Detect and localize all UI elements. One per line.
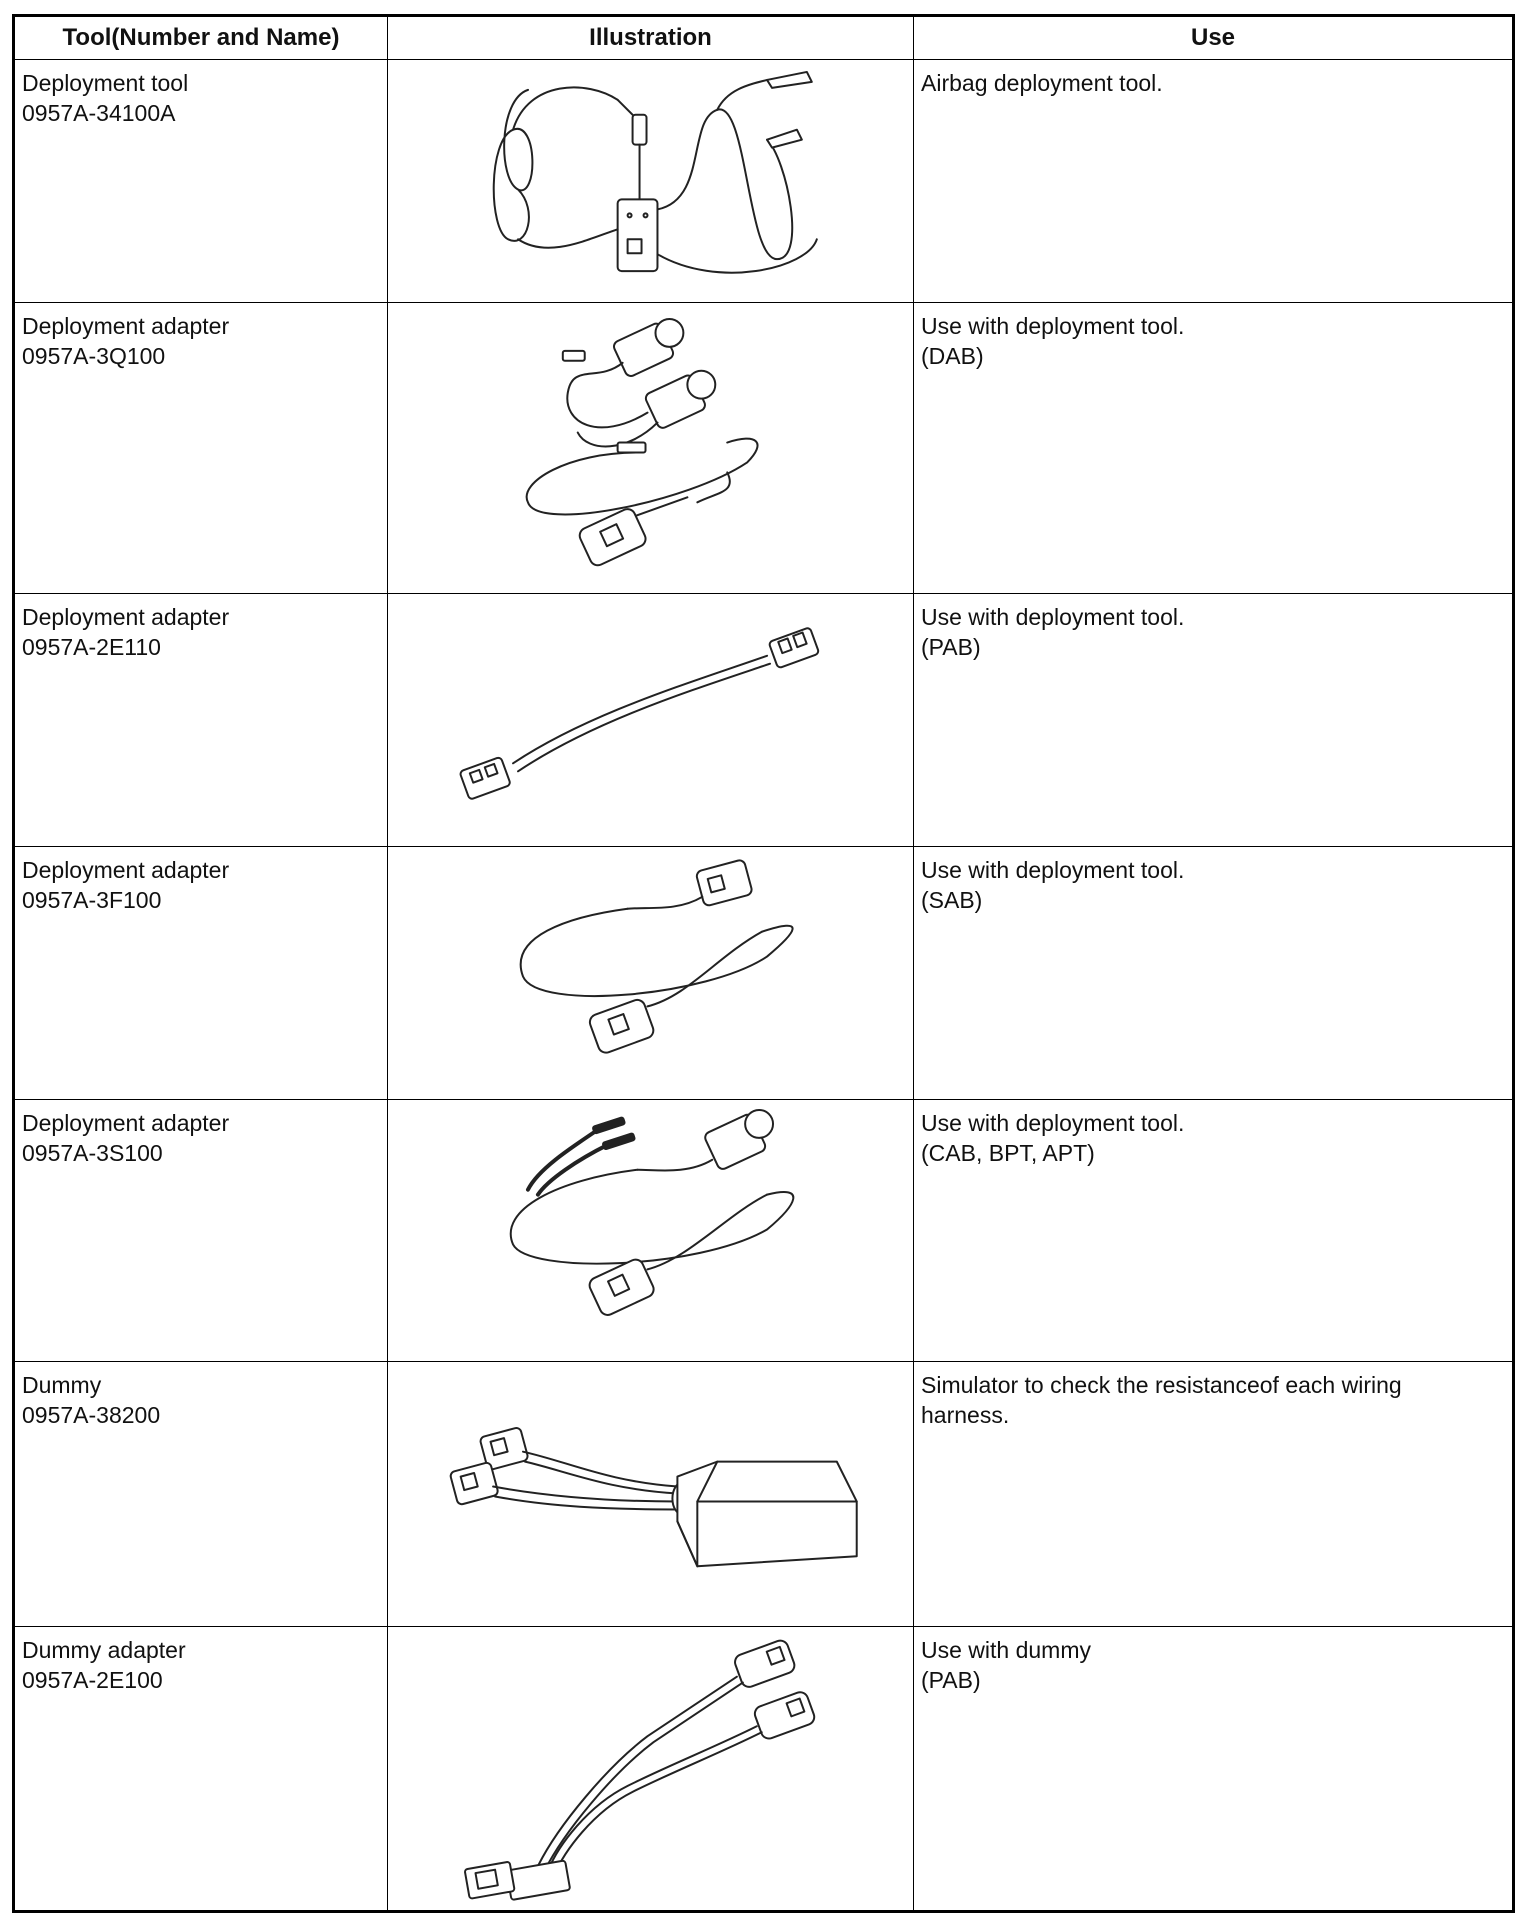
cab-adapter-illustration bbox=[388, 1100, 913, 1361]
tool-cell bbox=[14, 303, 388, 594]
use-detail: (SAB) bbox=[921, 887, 983, 913]
table-row bbox=[14, 1627, 1514, 1912]
dab-adapter-illustration bbox=[388, 303, 913, 593]
tool-cell bbox=[14, 594, 388, 847]
use-text: Simulator to check the resistanceof each wiring bbox=[921, 1372, 1402, 1398]
tool-number: 0957A-38200 bbox=[22, 1402, 161, 1428]
tool-name: Deployment adapter bbox=[22, 604, 230, 630]
tool-number: 0957A-3F100 bbox=[22, 887, 162, 913]
table-row bbox=[14, 1100, 1514, 1362]
illustration-cell bbox=[388, 847, 914, 1100]
tool-name: Dummy adapter bbox=[22, 1637, 186, 1663]
use-detail: (PAB) bbox=[921, 634, 981, 660]
use-text: Use with deployment tool. bbox=[921, 313, 1185, 339]
header-tool: Tool(Number and Name) bbox=[14, 16, 388, 60]
use-cell bbox=[914, 1100, 1514, 1362]
table-row bbox=[14, 60, 1514, 303]
tool-name: Deployment adapter bbox=[22, 1110, 230, 1136]
use-text: Use with deployment tool. bbox=[921, 857, 1185, 883]
tool-cell bbox=[14, 60, 388, 303]
tool-cell bbox=[14, 1627, 388, 1912]
use-cell bbox=[914, 594, 1514, 847]
special-tools-table bbox=[12, 14, 1515, 1913]
tool-name: Deployment tool bbox=[22, 70, 189, 96]
use-text: Airbag deployment tool. bbox=[921, 70, 1163, 96]
header-use: Use bbox=[914, 16, 1514, 60]
use-text: Use with dummy bbox=[921, 1637, 1091, 1663]
tool-cell bbox=[14, 1100, 388, 1362]
tool-number: 0957A-3Q100 bbox=[22, 343, 166, 369]
use-text: Use with deployment tool. bbox=[921, 604, 1185, 630]
header-illustration: Illustration bbox=[388, 16, 914, 60]
use-detail: (CAB, BPT, APT) bbox=[921, 1140, 1095, 1166]
use-cell bbox=[914, 847, 1514, 1100]
illustration-cell bbox=[388, 303, 914, 594]
use-cell bbox=[914, 60, 1514, 303]
use-cell bbox=[914, 303, 1514, 594]
illustration-cell bbox=[388, 60, 914, 303]
table-row bbox=[14, 847, 1514, 1100]
tool-cell bbox=[14, 847, 388, 1100]
dummy-adapter-illustration bbox=[388, 1627, 913, 1910]
use-text: Use with deployment tool. bbox=[921, 1110, 1185, 1136]
tool-number: 0957A-2E100 bbox=[22, 1667, 163, 1693]
use-detail: (PAB) bbox=[921, 1667, 981, 1693]
deployment-tool-illustration bbox=[388, 60, 913, 302]
tool-name: Dummy bbox=[22, 1372, 102, 1398]
pab-adapter-illustration bbox=[388, 594, 913, 846]
use-detail: (DAB) bbox=[921, 343, 984, 369]
illustration-cell bbox=[388, 594, 914, 847]
table-row bbox=[14, 594, 1514, 847]
dummy-illustration bbox=[388, 1362, 913, 1626]
use-detail: harness. bbox=[921, 1402, 1010, 1428]
illustration-cell bbox=[388, 1627, 914, 1912]
use-cell bbox=[914, 1362, 1514, 1627]
tool-name: Deployment adapter bbox=[22, 857, 230, 883]
illustration-cell bbox=[388, 1100, 914, 1362]
sab-adapter-illustration bbox=[388, 847, 913, 1099]
tool-number: 0957A-34100A bbox=[22, 100, 176, 126]
header-row bbox=[14, 16, 1514, 60]
tool-number: 0957A-3S100 bbox=[22, 1140, 163, 1166]
table-row bbox=[14, 1362, 1514, 1627]
table-row bbox=[14, 303, 1514, 594]
use-cell bbox=[914, 1627, 1514, 1912]
tool-name: Deployment adapter bbox=[22, 313, 230, 339]
tool-number: 0957A-2E110 bbox=[22, 634, 161, 660]
tool-cell bbox=[14, 1362, 388, 1627]
illustration-cell bbox=[388, 1362, 914, 1627]
